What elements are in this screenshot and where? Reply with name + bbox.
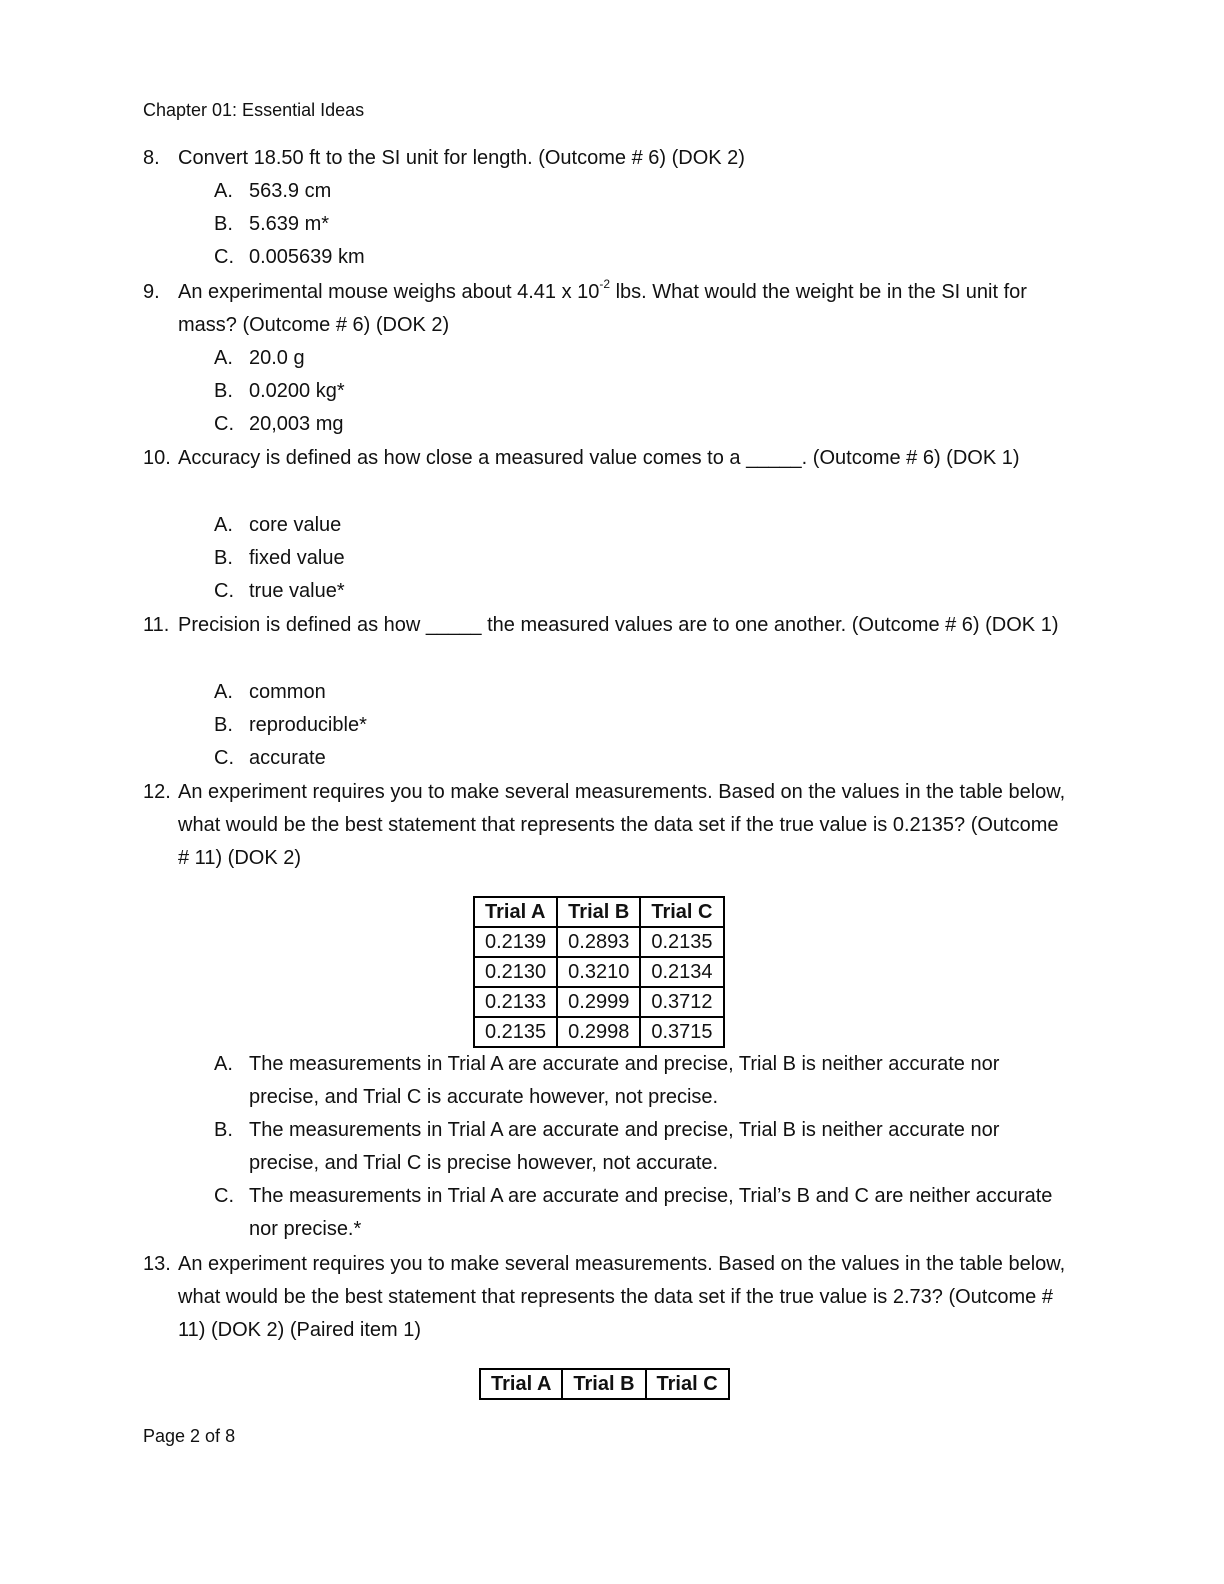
table-cell: 0.2135 (640, 927, 723, 957)
option-b: B. The measurements in Trial A are accurate and precise, Trial B is neither accurate nor precise, and Trial C is precise however, not accurate. (214, 1119, 1000, 1174)
table-cell: 0.3210 (557, 957, 640, 987)
table-row (474, 957, 724, 987)
question-stem: Precision is defined as how _____ the measured values are to one another. (Outcome # 6) (DOK 1) (178, 614, 1059, 636)
table-row (474, 987, 724, 1017)
question-stem: An experiment requires you to make several measurements. Based on the values in the table below, what would be the best statement that represents the data set if the true value is 0.2135? (Outcome # 11) (DOK 2) (178, 781, 1066, 869)
page-header: Chapter 01: Essential Ideas (143, 100, 365, 120)
table-header-row (474, 897, 724, 927)
question-9 (143, 276, 1073, 342)
table-cell: 0.2893 (557, 927, 640, 957)
option-c: C. The measurements in Trial A are accurate and precise, Trial’s B and C are neither accurate nor precise.* (214, 1185, 1053, 1240)
question-11 (143, 609, 1073, 642)
trial-data-table (473, 896, 725, 1048)
option-b: B. fixed value (214, 547, 345, 569)
column-header: Trial B (557, 897, 640, 927)
option-c: C. accurate (214, 747, 326, 769)
question-stem: Accuracy is defined as how close a measured value comes to a _____. (Outcome # 6) (DOK 1) (178, 447, 1020, 469)
question-stem: An experimental mouse weighs about 4.41 x $10^{-2}$ lbs. What would the weight be in the SI unit for mass? (Outcome # 6) (DOK 2) (178, 277, 1027, 336)
column-header: Trial B (562, 1369, 645, 1399)
table-cell: 0.2135 (474, 1017, 557, 1047)
table-row (474, 927, 724, 957)
question-10-options (214, 509, 1074, 608)
table-cell: 0.2999 (557, 987, 640, 1017)
question-8-options (214, 175, 1074, 274)
option-a: A. The measurements in Trial A are accurate and precise, Trial B is neither accurate nor precise, and Trial C is accurate however, not precise. (214, 1053, 1000, 1108)
option-a: A. 20.0 g (214, 347, 305, 369)
option-a: A. common (214, 681, 326, 703)
question-number: 11. (143, 614, 170, 636)
table-header-row (480, 1369, 729, 1399)
question-number: 12. (143, 781, 171, 803)
option-b: B. 0.0200 kg* (214, 380, 345, 402)
column-header: Trial C (646, 1369, 729, 1399)
option-b: B. reproducible* (214, 714, 367, 736)
table-cell: 0.2998 (557, 1017, 640, 1047)
table-cell: 0.3712 (640, 987, 723, 1017)
question-13 (143, 1248, 1073, 1347)
question-stem: Convert 18.50 ft to the SI unit for length. (Outcome # 6) (DOK 2) (178, 147, 745, 169)
table-cell: 0.2133 (474, 987, 557, 1017)
column-header: Trial A (474, 897, 557, 927)
table-cell: 0.2134 (640, 957, 723, 987)
question-10 (143, 442, 1073, 475)
page-footer: Page 2 of 8 (143, 1426, 236, 1446)
option-b: B. 5.639 m* (214, 213, 330, 235)
question-stem: An experiment requires you to make several measurements. Based on the values in the table below, what would be the best statement that represents the data set if the true value is 2.73? (Outcome # 11) (DOK 2) (Paired item 1) (178, 1253, 1066, 1341)
question-number: 8. (143, 147, 160, 169)
option-c: C. true value* (214, 580, 345, 602)
question-9-options (214, 342, 1074, 441)
option-a: A. core value (214, 514, 342, 536)
question-number: 9. (143, 281, 160, 303)
question-12 (143, 776, 1073, 875)
table-row (474, 1017, 724, 1047)
table-cell: 0.3715 (640, 1017, 723, 1047)
column-header: Trial A (480, 1369, 562, 1399)
option-c: C. 0.005639 km (214, 246, 365, 268)
table-cell: 0.2130 (474, 957, 557, 987)
table-cell: 0.2139 (474, 927, 557, 957)
question-number: 10. (143, 447, 171, 469)
question-12-options (214, 1048, 1074, 1246)
question-number: 13. (143, 1253, 171, 1275)
option-c: C. 20,003 mg (214, 413, 344, 435)
trial-data-table-2 (479, 1368, 730, 1400)
option-a: A. 563.9 cm (214, 180, 332, 202)
question-11-options (214, 676, 1074, 775)
column-header: Trial C (640, 897, 723, 927)
question-8 (143, 142, 1073, 175)
